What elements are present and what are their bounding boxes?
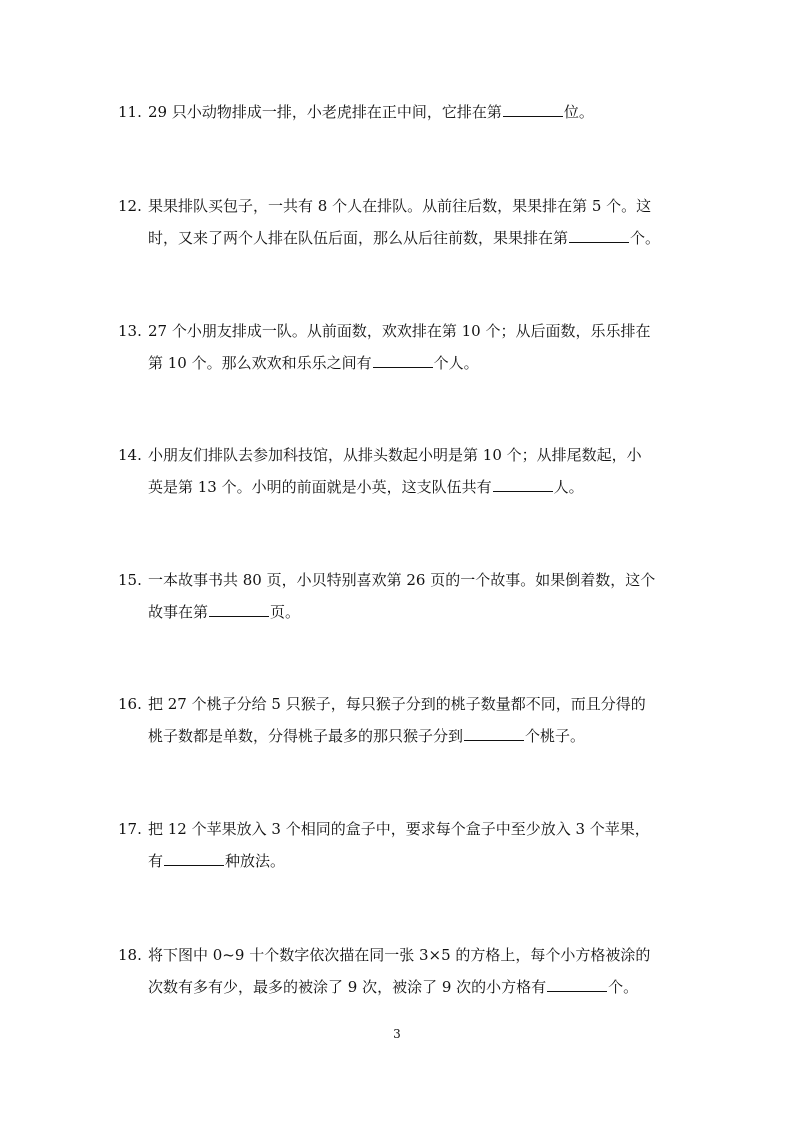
answer-blank[interactable] [569, 226, 629, 243]
question-text: 位。 [563, 103, 594, 121]
question-number: 11. [118, 103, 142, 121]
question-line [118, 222, 678, 254]
question-line [118, 190, 678, 222]
question-text: 时，又来了两个人排在队伍后面，那么从后往前数，果果排在第 [148, 229, 569, 247]
question-number: 15. [118, 571, 142, 589]
question-text: 故事在第 [148, 603, 209, 621]
question-text: 把 12 个苹果放入 3 个相同的盒子中，要求每个盒子中至少放入 3 个苹果， [148, 820, 650, 838]
answer-blank[interactable] [464, 724, 524, 741]
answer-blank[interactable] [209, 600, 269, 617]
question-text: 个。 [630, 229, 661, 247]
question-13 [118, 315, 678, 379]
question-text: 桃子数都是单数，分得桃子最多的那只猴子分到 [148, 727, 464, 745]
question-text: 次数有多有少，最多的被涂了 9 次，被涂了 9 次的小方格有 [148, 978, 547, 996]
question-line [118, 971, 678, 1003]
question-text: 个桃子。 [525, 727, 586, 745]
question-15 [118, 564, 678, 628]
question-text: 小朋友们排队去参加科技馆，从排头数起小明是第 10 个；从排尾数起，小 [148, 446, 642, 464]
question-text: 27 个小朋友排成一队。从前面数，欢欢排在第 10 个；从后面数，乐乐排在 [148, 322, 651, 340]
question-line [118, 471, 678, 503]
question-text: 把 27 个桃子分给 5 只猴子，每只猴子分到的桃子数量都不同，而且分得的 [148, 695, 646, 713]
answer-blank[interactable] [164, 849, 224, 866]
question-11 [118, 96, 678, 128]
question-text: 将下图中 0~9 十个数字依次描在同一张 3×5 的方格上，每个小方格被涂的 [148, 946, 651, 964]
question-12 [118, 190, 678, 254]
question-number: 17. [118, 820, 142, 838]
question-line [118, 439, 678, 471]
question-line [118, 315, 678, 347]
page-number: 3 [393, 1027, 401, 1041]
question-line [118, 720, 678, 752]
answer-blank[interactable] [493, 475, 553, 492]
question-text: 个人。 [433, 354, 479, 372]
question-18 [118, 939, 678, 1003]
question-text: 页。 [270, 603, 301, 621]
question-text: 人。 [553, 478, 584, 496]
question-text: 个。 [608, 978, 639, 996]
question-text: 英是第 13 个。小明的前面就是小英，这支队伍共有 [148, 478, 492, 496]
question-text: 果果排队买包子，一共有 8 个人在排队。从前往后数，果果排在第 5 个。这 [148, 197, 652, 215]
question-number: 14. [118, 446, 142, 464]
question-line [118, 347, 678, 379]
question-line [118, 596, 678, 628]
question-text: 有 [148, 852, 164, 870]
question-number: 18. [118, 946, 142, 964]
question-line [118, 688, 678, 720]
question-number: 16. [118, 695, 142, 713]
question-17 [118, 813, 678, 877]
question-number: 12. [118, 197, 142, 215]
question-line [118, 813, 678, 845]
question-14 [118, 439, 678, 503]
question-16 [118, 688, 678, 752]
question-line [118, 845, 678, 877]
question-line [118, 939, 678, 971]
answer-blank[interactable] [373, 351, 433, 368]
question-text: 29 只小动物排成一排，小老虎排在正中间，它排在第 [148, 103, 502, 121]
question-number: 13. [118, 322, 142, 340]
answer-blank[interactable] [503, 100, 563, 117]
question-line [118, 96, 678, 128]
question-text: 一本故事书共 80 页，小贝特别喜欢第 26 页的一个故事。如果倒着数，这个 [148, 571, 656, 589]
question-line [118, 564, 678, 596]
question-text: 种放法。 [225, 852, 286, 870]
question-text: 第 10 个。那么欢欢和乐乐之间有 [148, 354, 372, 372]
answer-blank[interactable] [547, 975, 607, 992]
